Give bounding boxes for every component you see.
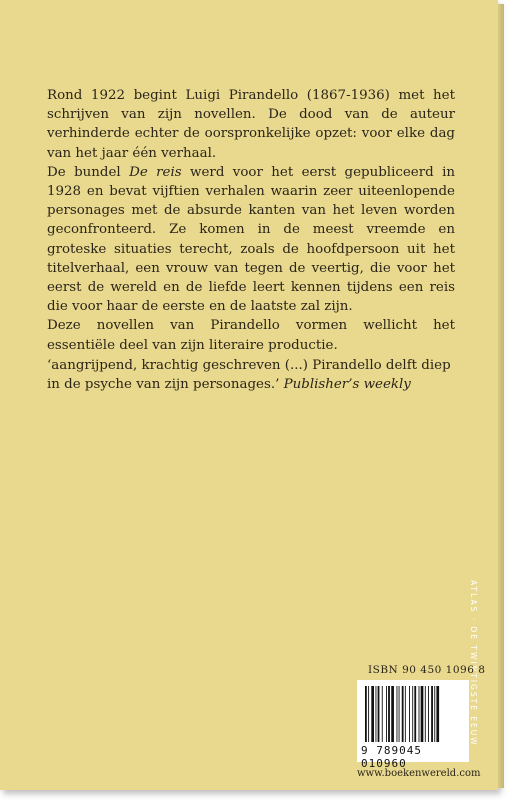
barcode-bars: [363, 686, 463, 744]
spine-edge: [498, 4, 504, 788]
blurb-paragraph-1: Rond 1922 begint Luigi Pirandello (1867-1936) met het schrijven van zijn novellen. De dood van de auteur verhinderde echter de oorspronkelijke opzet: voor elke dag van het jaar één verhaal.: [47, 88, 455, 161]
quote-source: Publisher’s weekly: [283, 377, 411, 393]
blurb-rest: werd voor het eerst gepubliceerd in 1928 en bevat vijftien verhalen waarin zeer uiteenlopende personages met de absurde kanten van het leven worden geconfronteerd. Ze komen in de meest vreemde en groteske situaties terecht, zoals de hoofdpersoon uit het titelverhaal, een vrouw van tegen de veertig, die voor het eerst de wereld en de liefde leert kennen tijdens een reis die voor haar de eerste en de laatste zal zijn.: [47, 164, 455, 315]
blurb-paragraph-2: [47, 163, 455, 317]
book-title: De reis: [129, 164, 182, 180]
quote-text: ‘aangrijpend, krachtig geschreven (...) Pirandello delft diep in de psyche van zijn personages.’: [47, 358, 451, 393]
review-quote: [47, 356, 457, 394]
publisher-website: www.boekenwereld.com: [357, 768, 481, 779]
barcode: [357, 680, 469, 770]
blurb-text: [47, 86, 455, 355]
blurb-paragraph-3: Deze novellen van Pirandello vormen wellicht het essentiële deel van zijn literaire productie.: [47, 318, 455, 353]
series-label: ATLAS · DE TWINTIGSTE EEUW: [469, 580, 478, 747]
blurb-lead: De bundel: [47, 164, 130, 180]
isbn-label: ISBN 90 450 1096 8: [368, 664, 486, 676]
barcode-number: 9 789045 010960: [361, 744, 422, 770]
